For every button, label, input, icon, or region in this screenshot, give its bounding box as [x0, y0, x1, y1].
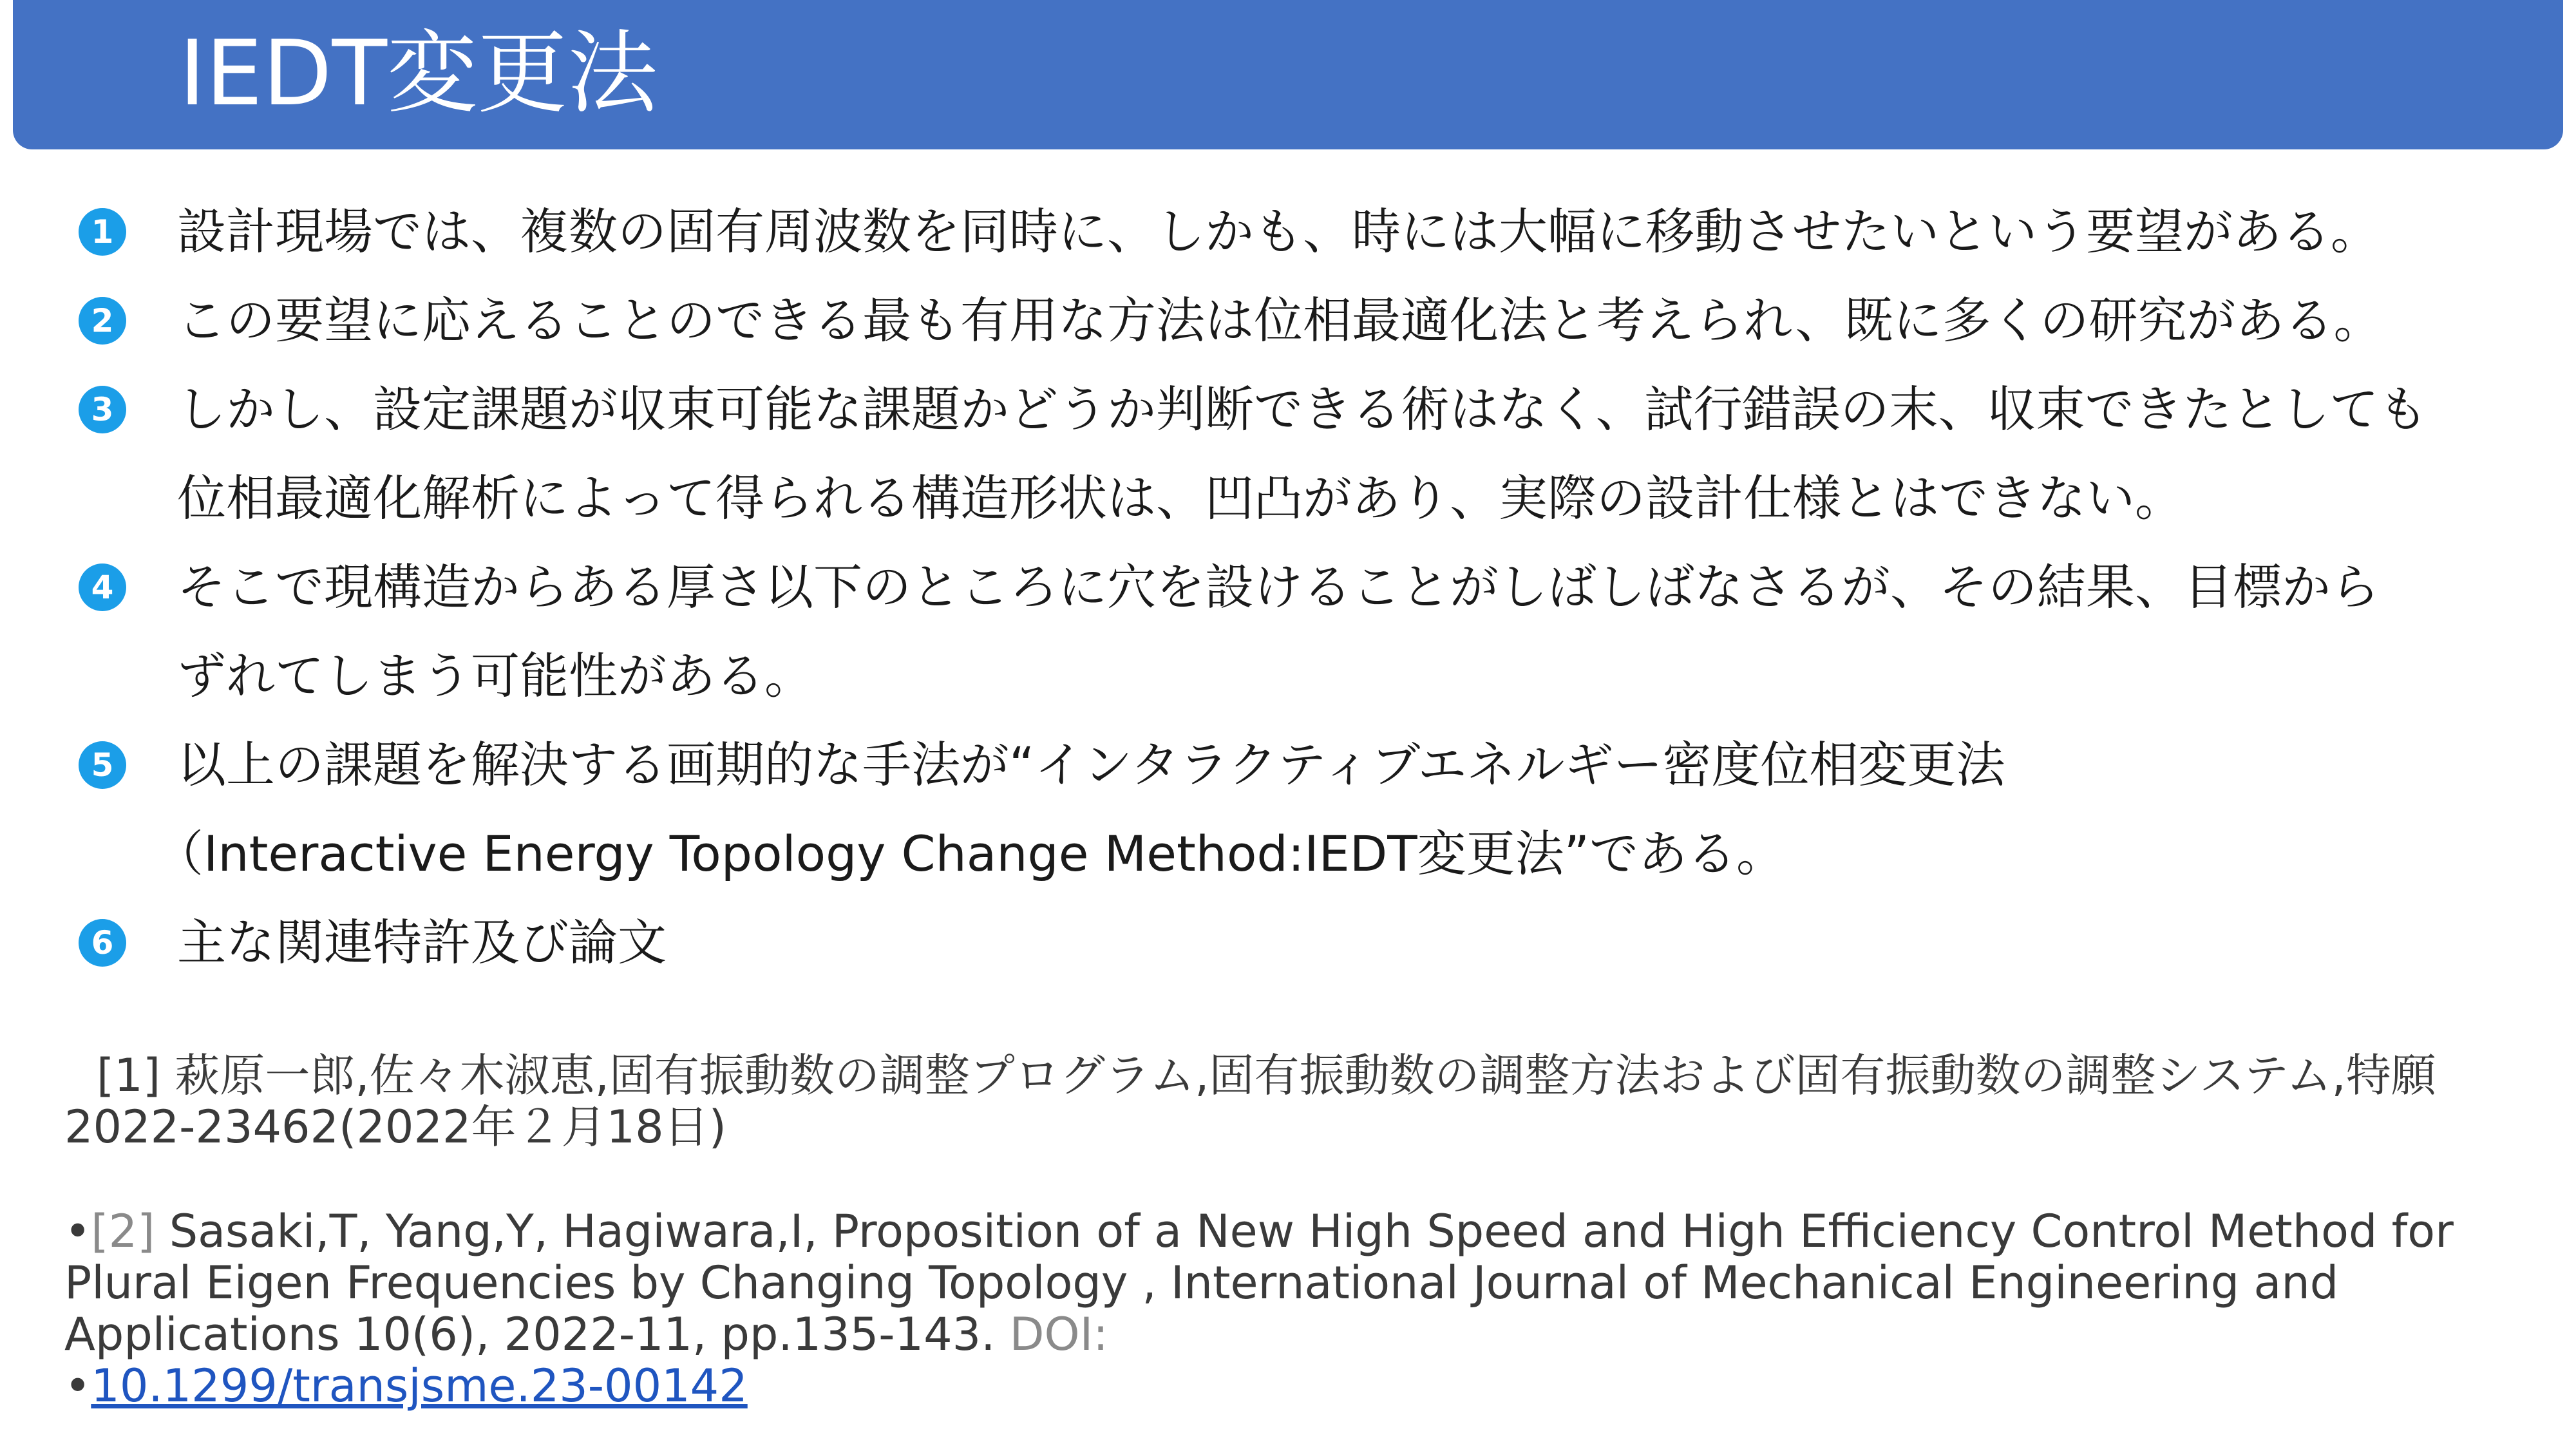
number-badge-5: 5 [79, 741, 126, 789]
item-3-line-2: 位相最適化解析によって得られる構造形状は、凹凸があり、実際の設計仕様とはできない。 [177, 469, 2184, 527]
doi-link-bullet: • [64, 1359, 91, 1412]
number-badge-2: 2 [79, 297, 126, 345]
reference-2-text: Sasaki,T, Yang,Y, Hagiwara,I, Proposition of a New High Speed and High Efficiency Control Method for Plural Eigen Frequencies by Changing Topology , International Journal of Mechanical Engineering and Applications 10(6), 2022-11, pp.135-143. [64, 1205, 2454, 1361]
number-badge-3: 3 [79, 386, 126, 433]
title-banner [13, 0, 2563, 149]
reference-1 [64, 1050, 2524, 1153]
reference-1-text: [1] 萩原一郎,佐々木淑恵,固有振動数の調整プログラム,固有振動数の調整方法および固有振動数の調整システム,特願2022-23462(2022年２月18日) [64, 1049, 2436, 1153]
item-5-line-2: （Interactive Energy Topology Change Method:IEDT変更法”である。 [155, 825, 1786, 882]
item-4-line-2: ずれてしまう可能性がある。 [177, 647, 813, 705]
reference-2-number: [2] [91, 1205, 155, 1258]
doi-link-row [64, 1360, 2524, 1412]
item-4-line-1: そこで現構造からある厚さ以下のところに穴を設けることがしばしばなさるが、その結果、目標から [177, 558, 2380, 616]
number-badge-4: 4 [79, 564, 126, 611]
doi-link[interactable]: 10.1299/transjsme.23-00142 [91, 1359, 748, 1412]
number-badge-6: 6 [79, 919, 126, 967]
reference-2 [64, 1206, 2524, 1360]
reference-2-bullet: • [64, 1205, 91, 1258]
item-3-line-1: しかし、設定課題が収束可能な課題かどうか判断できる術はなく、試行錯誤の末、収束できたとしても [177, 381, 2428, 438]
item-1-line-1: 設計現場では、複数の固有周波数を同時に、しかも、時には大幅に移動させたいという要望がある。 [177, 203, 2380, 260]
item-5-line-1: 以上の課題を解決する画期的な手法が“インタラクティブエネルギー密度位相変更法 [177, 736, 2005, 793]
item-6-line-1: 主な関連特許及び論文 [177, 914, 667, 971]
number-badge-1: 1 [79, 208, 126, 256]
item-2-line-1: この要望に応えることのできる最も有用な方法は位相最適化法と考えられ、既に多くの研究がある。 [177, 292, 2383, 349]
page-title: IEDT変更法 [179, 21, 658, 126]
doi-label: DOI: [1009, 1308, 1108, 1361]
